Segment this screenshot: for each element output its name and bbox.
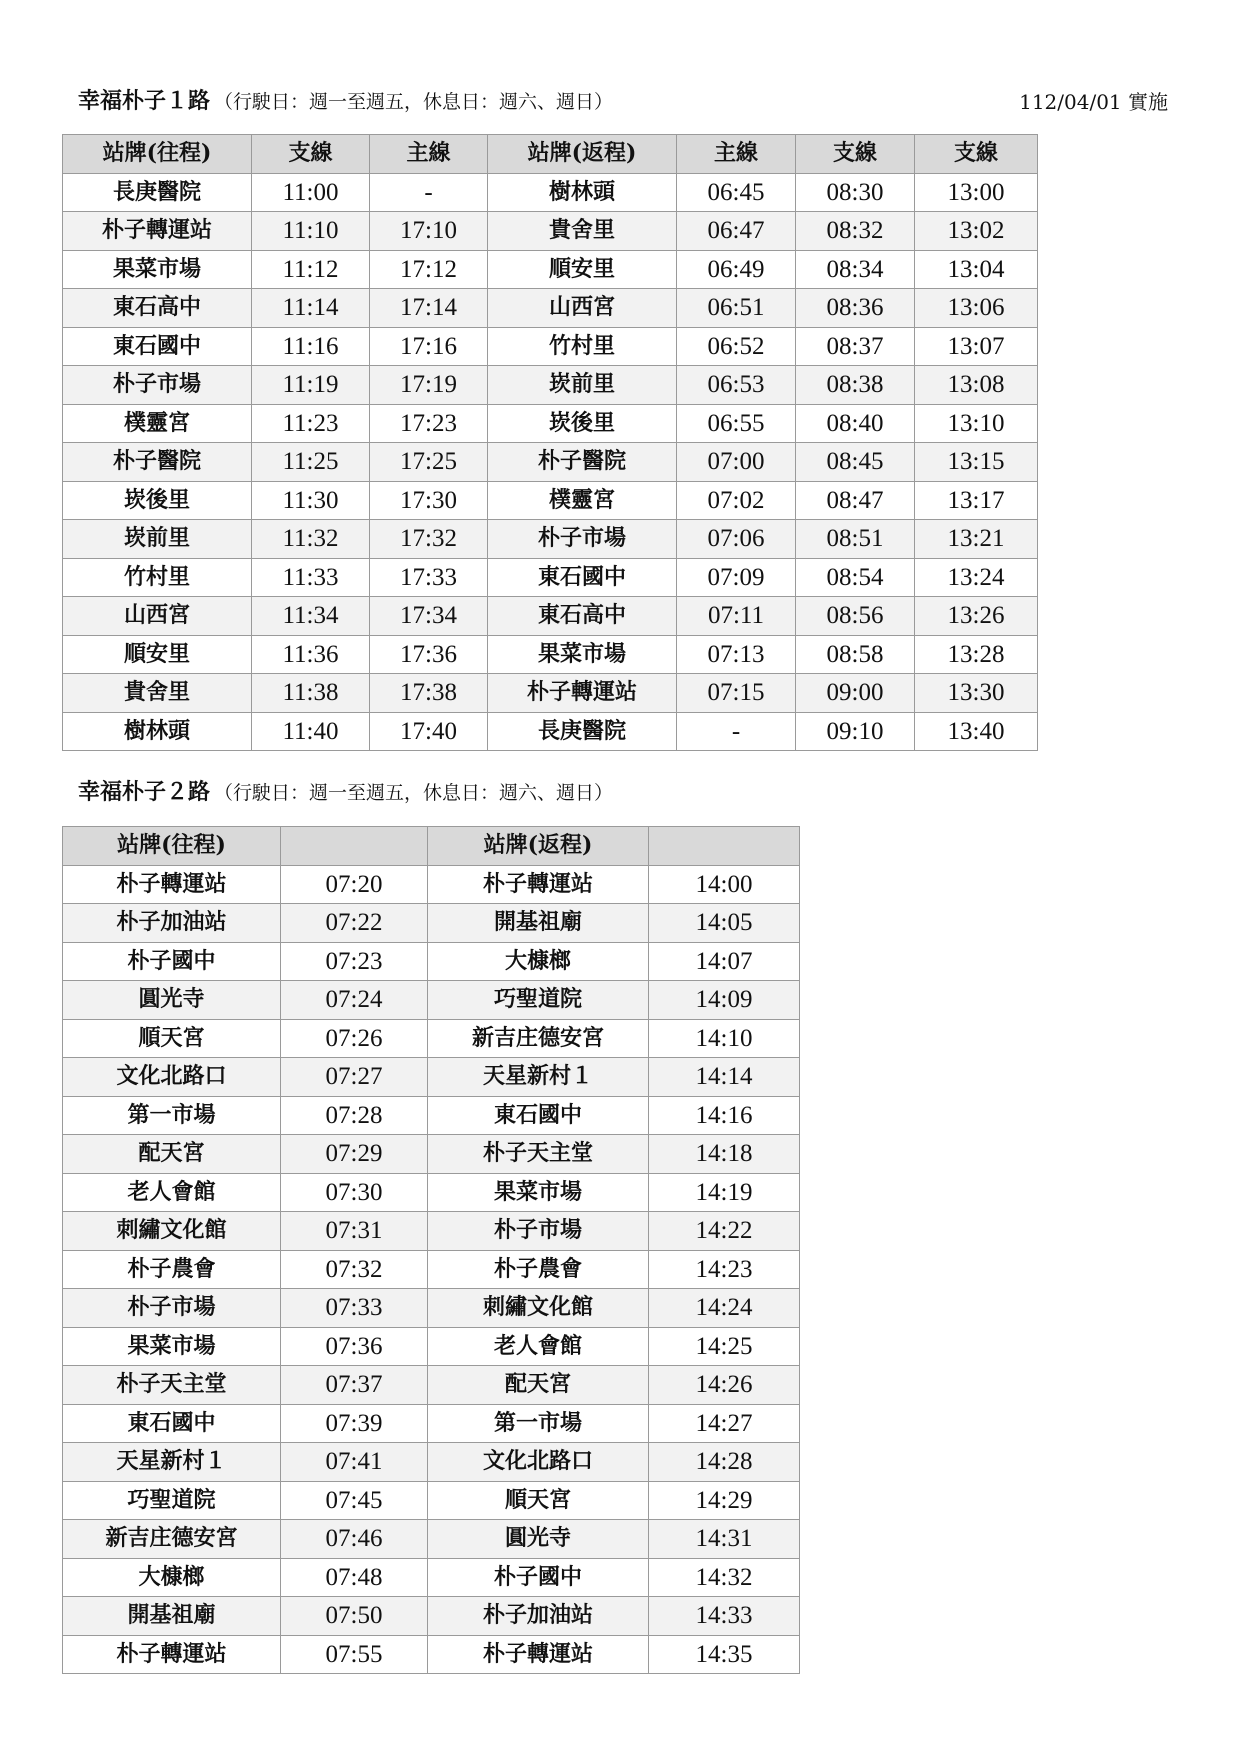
table-row [63,404,1038,443]
departure-time-cell: 13:07 [915,327,1038,366]
departure-time-cell: 06:49 [677,250,796,289]
stop-name-cell: 老人會館 [63,1173,281,1212]
departure-time-cell: 14:09 [649,981,800,1020]
stop-name-cell: 第一市場 [63,1096,281,1135]
departure-time-cell: 07:27 [281,1058,428,1097]
table-row [63,942,800,981]
departure-time-cell: 14:22 [649,1212,800,1251]
stop-name-cell: 圓光寺 [63,981,281,1020]
departure-time-cell: 17:34 [370,597,488,636]
departure-time-cell: 13:00 [915,173,1038,212]
stop-name-cell: 崁前里 [488,366,677,405]
table-row [63,635,1038,674]
departure-time-cell: 07:36 [281,1327,428,1366]
table-row [63,1597,800,1636]
departure-time-cell: 11:00 [252,173,370,212]
departure-time-cell: 14:33 [649,1597,800,1636]
route2-header-3 [649,827,800,866]
departure-time-cell: 14:26 [649,1366,800,1405]
table-row [63,981,800,1020]
stop-name-cell: 天星新村１ [63,1443,281,1482]
stop-name-cell: 開基祖廟 [428,904,649,943]
stop-name-cell: 朴子加油站 [428,1597,649,1636]
table-row [63,865,800,904]
stop-name-cell: 朴子市場 [63,1289,281,1328]
departure-time-cell: 11:38 [252,674,370,713]
table-row [63,1135,800,1174]
table-row [63,558,1038,597]
table-row [63,289,1038,328]
stop-name-cell: 果菜市場 [488,635,677,674]
stop-name-cell: 刺繡文化館 [428,1289,649,1328]
departure-time-cell: 07:15 [677,674,796,713]
stop-name-cell: 東石國中 [428,1096,649,1135]
stop-name-cell: 貴舍里 [63,674,252,713]
departure-time-cell: 11:10 [252,212,370,251]
route1-header-1: 支線 [252,135,370,174]
departure-time-cell: 07:29 [281,1135,428,1174]
departure-time-cell: 08:51 [796,520,915,559]
departure-time-cell: 07:50 [281,1597,428,1636]
table-row [63,597,1038,636]
departure-time-cell: 11:14 [252,289,370,328]
table-row [63,1366,800,1405]
departure-time-cell: 08:47 [796,481,915,520]
departure-time-cell: 09:00 [796,674,915,713]
route2-name: 幸福朴子２路 [78,779,211,805]
departure-time-cell: 08:34 [796,250,915,289]
stop-name-cell: 文化北路口 [428,1443,649,1482]
route1-subtitle: （行駛日：週一至週五，休息日：週六、週日） [214,91,614,113]
departure-time-cell: 06:55 [677,404,796,443]
stop-name-cell: 順天宮 [63,1019,281,1058]
stop-name-cell: 文化北路口 [63,1058,281,1097]
departure-time-cell: 14:35 [649,1635,800,1674]
stop-name-cell: 圓光寺 [428,1520,649,1559]
departure-time-cell: 07:31 [281,1212,428,1251]
departure-time-cell: 14:32 [649,1558,800,1597]
departure-time-cell: 17:40 [370,712,488,751]
departure-time-cell: 13:06 [915,289,1038,328]
departure-time-cell: 14:31 [649,1520,800,1559]
departure-time-cell: 14:18 [649,1135,800,1174]
departure-time-cell: 08:37 [796,327,915,366]
stop-name-cell: 東石高中 [63,289,252,328]
departure-time-cell: 14:25 [649,1327,800,1366]
departure-time-cell: 11:16 [252,327,370,366]
stop-name-cell: 朴子市場 [63,366,252,405]
departure-time-cell: 08:36 [796,289,915,328]
departure-time-cell: 14:19 [649,1173,800,1212]
table-row [63,1404,800,1443]
departure-time-cell: 17:16 [370,327,488,366]
departure-time-cell: 07:06 [677,520,796,559]
departure-time-cell: 07:26 [281,1019,428,1058]
stop-name-cell: 朴子轉運站 [63,212,252,251]
table-row [63,327,1038,366]
departure-time-cell: 06:52 [677,327,796,366]
table-row [63,1096,800,1135]
departure-time-cell: 17:32 [370,520,488,559]
departure-time-cell: 07:24 [281,981,428,1020]
table-row [63,443,1038,482]
stop-name-cell: 竹村里 [63,558,252,597]
departure-time-cell: 17:36 [370,635,488,674]
stop-name-cell: 崁後里 [488,404,677,443]
route1-header-6: 支線 [915,135,1038,174]
departure-time-cell: 07:33 [281,1289,428,1328]
departure-time-cell: 07:09 [677,558,796,597]
departure-time-cell: 17:12 [370,250,488,289]
departure-time-cell: 08:56 [796,597,915,636]
stop-name-cell: 朴子農會 [63,1250,281,1289]
departure-time-cell: 07:32 [281,1250,428,1289]
departure-time-cell: 11:30 [252,481,370,520]
departure-time-cell: 07:41 [281,1443,428,1482]
table-row [63,1558,800,1597]
stop-name-cell: 老人會館 [428,1327,649,1366]
stop-name-cell: 崁後里 [63,481,252,520]
stop-name-cell: 樹林頭 [63,712,252,751]
departure-time-cell: 14:16 [649,1096,800,1135]
table-row [63,1443,800,1482]
stop-name-cell: 順安里 [488,250,677,289]
departure-time-cell: 13:30 [915,674,1038,713]
stop-name-cell: 朴子市場 [488,520,677,559]
departure-time-cell: 13:17 [915,481,1038,520]
departure-time-cell: 14:10 [649,1019,800,1058]
route2-timetable [62,826,800,1674]
departure-time-cell: 14:14 [649,1058,800,1097]
departure-time-cell: 07:45 [281,1481,428,1520]
stop-name-cell: 朴子國中 [428,1558,649,1597]
departure-time-cell: 11:25 [252,443,370,482]
stop-name-cell: 長庚醫院 [63,173,252,212]
departure-time-cell: 11:12 [252,250,370,289]
departure-time-cell: 11:19 [252,366,370,405]
stop-name-cell: 朴子市場 [428,1212,649,1251]
departure-time-cell: 14:23 [649,1250,800,1289]
stop-name-cell: 順天宮 [428,1481,649,1520]
departure-time-cell: 13:02 [915,212,1038,251]
stop-name-cell: 朴子天主堂 [63,1366,281,1405]
departure-time-cell: 11:32 [252,520,370,559]
departure-time-cell: 11:23 [252,404,370,443]
table-row [63,904,800,943]
departure-time-cell: 06:47 [677,212,796,251]
departure-time-cell: 07:28 [281,1096,428,1135]
departure-time-cell: 17:10 [370,212,488,251]
stop-name-cell: 朴子轉運站 [428,865,649,904]
departure-time-cell: 13:28 [915,635,1038,674]
stop-name-cell: 朴子醫院 [63,443,252,482]
effective-date: 112/04/01 實施 [1019,90,1168,114]
stop-name-cell: 朴子加油站 [63,904,281,943]
stop-name-cell: 樸靈宮 [63,404,252,443]
route1-name: 幸福朴子１路 [78,88,211,114]
departure-time-cell: 07:22 [281,904,428,943]
stop-name-cell: 朴子國中 [63,942,281,981]
departure-time-cell: 13:04 [915,250,1038,289]
departure-time-cell: 14:24 [649,1289,800,1328]
stop-name-cell: 山西宮 [488,289,677,328]
route1-header-row [63,135,1038,174]
stop-name-cell: 開基祖廟 [63,1597,281,1636]
table-row [63,712,1038,751]
departure-time-cell: 14:27 [649,1404,800,1443]
stop-name-cell: 果菜市場 [428,1173,649,1212]
departure-time-cell: 07:00 [677,443,796,482]
departure-time-cell: 06:51 [677,289,796,328]
table-row [63,1019,800,1058]
departure-time-cell: 07:20 [281,865,428,904]
stop-name-cell: 貴舍里 [488,212,677,251]
table-row [63,1173,800,1212]
table-row [63,1289,800,1328]
stop-name-cell: 配天宮 [428,1366,649,1405]
stop-name-cell: 朴子農會 [428,1250,649,1289]
stop-name-cell: 朴子醫院 [488,443,677,482]
table-row [63,250,1038,289]
stop-name-cell: 天星新村１ [428,1058,649,1097]
stop-name-cell: 崁前里 [63,520,252,559]
table-row [63,173,1038,212]
route2-header-row [63,827,800,866]
route2-subtitle: （行駛日：週一至週五，休息日：週六、週日） [214,782,614,804]
route1-header-3: 站牌(返程) [488,135,677,174]
table-row [63,674,1038,713]
departure-time-cell: 11:40 [252,712,370,751]
table-row [63,481,1038,520]
departure-time-cell: 08:38 [796,366,915,405]
table-row [63,1212,800,1251]
departure-time-cell: 08:30 [796,173,915,212]
departure-time-cell: 07:39 [281,1404,428,1443]
stop-name-cell: 第一市場 [428,1404,649,1443]
departure-time-cell: 14:29 [649,1481,800,1520]
departure-time-cell: 08:54 [796,558,915,597]
departure-time-cell: 09:10 [796,712,915,751]
departure-time-cell: 13:15 [915,443,1038,482]
route1-header-4: 主線 [677,135,796,174]
departure-time-cell: 14:07 [649,942,800,981]
stop-name-cell: 果菜市場 [63,250,252,289]
departure-time-cell: 17:23 [370,404,488,443]
departure-time-cell: 13:21 [915,520,1038,559]
departure-time-cell: 13:40 [915,712,1038,751]
stop-name-cell: 東石高中 [488,597,677,636]
departure-time-cell: 07:13 [677,635,796,674]
departure-time-cell: 08:40 [796,404,915,443]
departure-time-cell: 07:55 [281,1635,428,1674]
route2-title [78,775,613,806]
route2-header-1 [281,827,428,866]
departure-time-cell: 13:08 [915,366,1038,405]
stop-name-cell: 刺繡文化館 [63,1212,281,1251]
departure-time-cell: 08:58 [796,635,915,674]
stop-name-cell: 巧聖道院 [63,1481,281,1520]
stop-name-cell: 樸靈宮 [488,481,677,520]
table-row [63,1481,800,1520]
route1-timetable [62,134,1038,751]
route1-title [78,84,613,115]
stop-name-cell: 朴子轉運站 [63,1635,281,1674]
departure-time-cell: 14:05 [649,904,800,943]
departure-time-cell: 07:23 [281,942,428,981]
stop-name-cell: 東石國中 [63,1404,281,1443]
departure-time-cell: 17:19 [370,366,488,405]
route2-header-0: 站牌(往程) [63,827,281,866]
stop-name-cell: 巧聖道院 [428,981,649,1020]
departure-time-cell: 06:45 [677,173,796,212]
departure-time-cell: 11:34 [252,597,370,636]
table-row [63,212,1038,251]
stop-name-cell: 東石國中 [488,558,677,597]
departure-time-cell: 11:33 [252,558,370,597]
departure-time-cell: 07:37 [281,1366,428,1405]
stop-name-cell: 朴子轉運站 [488,674,677,713]
stop-name-cell: 大槺榔 [63,1558,281,1597]
departure-time-cell: 13:26 [915,597,1038,636]
table-row [63,366,1038,405]
departure-time-cell: 17:30 [370,481,488,520]
departure-time-cell: - [370,173,488,212]
departure-time-cell: 06:53 [677,366,796,405]
departure-time-cell: 11:36 [252,635,370,674]
departure-time-cell: 17:25 [370,443,488,482]
stop-name-cell: 山西宮 [63,597,252,636]
departure-time-cell: 17:33 [370,558,488,597]
route1-header-2: 主線 [370,135,488,174]
departure-time-cell: 14:00 [649,865,800,904]
stop-name-cell: 配天宮 [63,1135,281,1174]
departure-time-cell: 07:02 [677,481,796,520]
stop-name-cell: 新吉庄德安宮 [428,1019,649,1058]
stop-name-cell: 新吉庄德安宮 [63,1520,281,1559]
stop-name-cell: 朴子轉運站 [63,865,281,904]
departure-time-cell: 13:10 [915,404,1038,443]
stop-name-cell: 竹村里 [488,327,677,366]
route1-header-5: 支線 [796,135,915,174]
stop-name-cell: 果菜市場 [63,1327,281,1366]
departure-time-cell: 07:30 [281,1173,428,1212]
stop-name-cell: 東石國中 [63,327,252,366]
departure-time-cell: 07:11 [677,597,796,636]
departure-time-cell: 08:32 [796,212,915,251]
departure-time-cell: 08:45 [796,443,915,482]
stop-name-cell: 朴子天主堂 [428,1135,649,1174]
table-row [63,1058,800,1097]
stop-name-cell: 大槺榔 [428,942,649,981]
table-row [63,520,1038,559]
departure-time-cell: 07:46 [281,1520,428,1559]
departure-time-cell: - [677,712,796,751]
departure-time-cell: 17:38 [370,674,488,713]
stop-name-cell: 朴子轉運站 [428,1635,649,1674]
stop-name-cell: 長庚醫院 [488,712,677,751]
table-row [63,1635,800,1674]
table-row [63,1520,800,1559]
table-row [63,1250,800,1289]
route1-header-0: 站牌(往程) [63,135,252,174]
departure-time-cell: 14:28 [649,1443,800,1482]
table-row [63,1327,800,1366]
stop-name-cell: 樹林頭 [488,173,677,212]
departure-time-cell: 17:14 [370,289,488,328]
departure-time-cell: 07:48 [281,1558,428,1597]
departure-time-cell: 13:24 [915,558,1038,597]
stop-name-cell: 順安里 [63,635,252,674]
route2-header-2: 站牌(返程) [428,827,649,866]
